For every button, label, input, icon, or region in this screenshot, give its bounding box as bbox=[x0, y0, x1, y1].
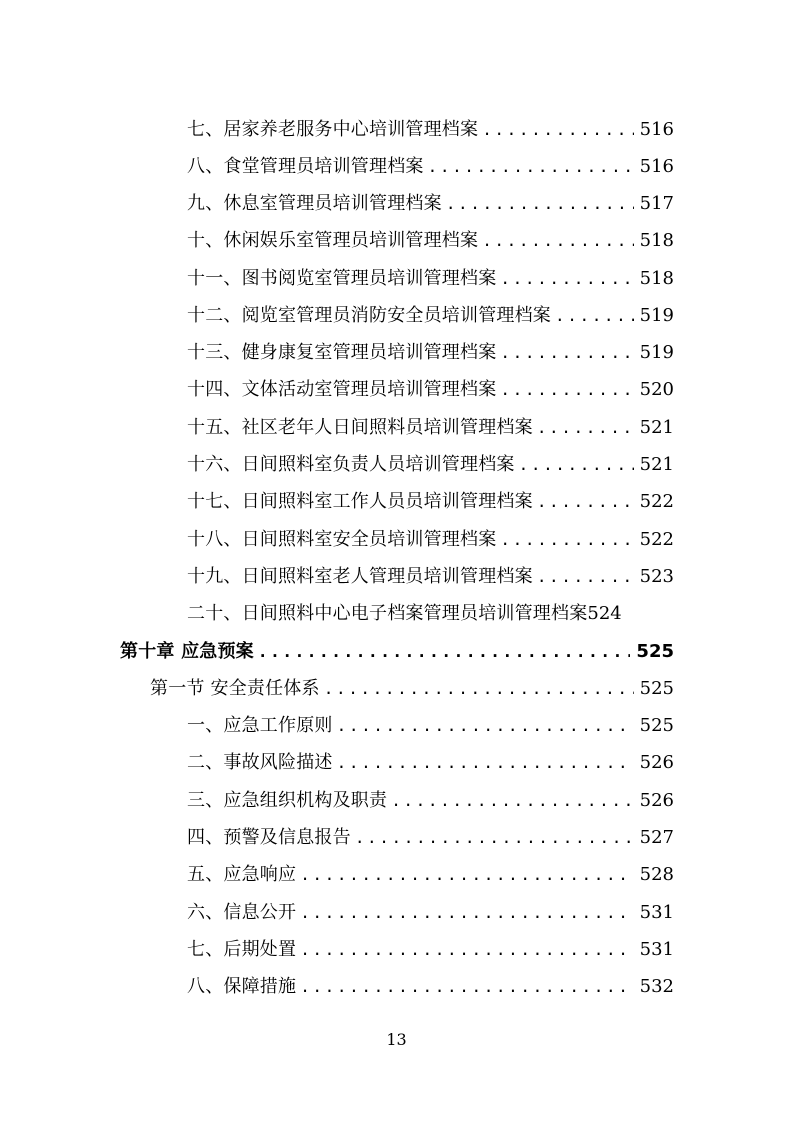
toc-section-page: 525 bbox=[639, 678, 674, 699]
toc-entry[interactable] bbox=[187, 189, 674, 219]
dot-leader bbox=[500, 264, 633, 294]
dot-leader bbox=[446, 189, 634, 219]
toc-entry-title: 八、食堂管理员培训管理档案 bbox=[187, 156, 424, 177]
toc-entry-title: 二十、日间照料中心电子档案管理员培训管理档案 bbox=[187, 603, 588, 624]
toc-entry-title: 八、保障措施 bbox=[187, 976, 297, 997]
toc-entry[interactable] bbox=[187, 264, 674, 294]
toc-entry-title: 六、信息公开 bbox=[187, 902, 297, 923]
toc-entry-page: 526 bbox=[639, 752, 674, 773]
toc-entry-title: 二、事故风险描述 bbox=[187, 752, 333, 773]
toc-entry-page: 519 bbox=[639, 305, 674, 326]
toc-entry-page: 532 bbox=[639, 976, 674, 997]
toc-entry-page: 528 bbox=[639, 864, 674, 885]
toc-entry-page: 523 bbox=[639, 566, 674, 587]
toc-chapter-page: 525 bbox=[636, 641, 674, 662]
dot-leader bbox=[537, 487, 634, 517]
dot-leader bbox=[500, 375, 633, 405]
toc-entry-title: 九、休息室管理员培训管理档案 bbox=[187, 193, 442, 214]
toc-entry-page: 531 bbox=[639, 939, 674, 960]
dot-leader bbox=[324, 674, 634, 704]
toc-entry[interactable] bbox=[187, 450, 674, 480]
toc-entry[interactable] bbox=[187, 115, 674, 145]
toc-entry[interactable] bbox=[187, 860, 674, 890]
toc-entry[interactable] bbox=[187, 152, 674, 182]
toc-entry-title: 十一、图书阅览室管理员培训管理档案 bbox=[187, 268, 497, 289]
toc-entry[interactable] bbox=[187, 972, 674, 1002]
toc-entry-page: 524 bbox=[587, 603, 622, 624]
dot-leader bbox=[537, 562, 634, 592]
page-number: 13 bbox=[386, 1030, 407, 1049]
toc-entry-page: 531 bbox=[639, 902, 674, 923]
toc-entry[interactable] bbox=[187, 823, 674, 853]
toc-entry-page: 526 bbox=[639, 790, 674, 811]
dot-leader bbox=[355, 823, 634, 853]
dot-leader bbox=[428, 152, 634, 182]
dot-leader bbox=[537, 413, 634, 443]
toc-entry-page: 521 bbox=[639, 417, 674, 438]
toc-entry[interactable] bbox=[187, 338, 674, 368]
toc-entry[interactable] bbox=[187, 935, 674, 965]
toc-chapter-entry[interactable] bbox=[120, 637, 674, 667]
toc-entry-page: 527 bbox=[639, 827, 674, 848]
toc-entry-page: 520 bbox=[639, 379, 674, 400]
toc-entry-title: 十六、日间照料室负责人员培训管理档案 bbox=[187, 454, 515, 475]
toc-entry[interactable] bbox=[187, 301, 674, 331]
toc-entry-title: 三、应急组织机构及职责 bbox=[187, 790, 388, 811]
toc-entry-title: 十七、日间照料室工作人员员培训管理档案 bbox=[187, 491, 533, 512]
toc-entry-title: 七、后期处置 bbox=[187, 939, 297, 960]
dot-leader bbox=[258, 637, 631, 667]
toc-entry[interactable] bbox=[187, 525, 674, 555]
toc-entry-title: 十九、日间照料室老人管理员培训管理档案 bbox=[187, 566, 533, 587]
dot-leader bbox=[300, 860, 633, 890]
toc-entry-title: 十二、阅览室管理员消防安全员培训管理档案 bbox=[187, 305, 551, 326]
dot-leader bbox=[500, 525, 633, 555]
dot-leader bbox=[300, 972, 633, 1002]
dot-leader bbox=[482, 226, 633, 256]
toc-entry-page: 522 bbox=[639, 529, 674, 550]
toc-entry-page: 521 bbox=[639, 454, 674, 475]
toc-entry[interactable] bbox=[187, 413, 674, 443]
toc-entry-title: 四、预警及信息报告 bbox=[187, 827, 351, 848]
toc-entry-page: 517 bbox=[639, 193, 674, 214]
toc-entry-title: 一、应急工作原则 bbox=[187, 715, 333, 736]
dot-leader bbox=[337, 711, 634, 741]
toc-entry[interactable] bbox=[187, 748, 674, 778]
dot-leader bbox=[482, 115, 633, 145]
toc-entry-title: 十三、健身康复室管理员培训管理档案 bbox=[187, 342, 497, 363]
dot-leader bbox=[555, 301, 634, 331]
toc-entry-page: 522 bbox=[639, 491, 674, 512]
dot-leader bbox=[337, 748, 634, 778]
toc-entry-page: 518 bbox=[639, 230, 674, 251]
toc-entry-page: 516 bbox=[639, 119, 674, 140]
toc-entry[interactable] bbox=[187, 226, 674, 256]
toc-entry[interactable] bbox=[187, 711, 674, 741]
dot-leader bbox=[391, 786, 633, 816]
toc-entry-page: 519 bbox=[639, 342, 674, 363]
dot-leader bbox=[300, 935, 633, 965]
toc-entry-page: 525 bbox=[639, 715, 674, 736]
toc-entry[interactable] bbox=[187, 898, 674, 928]
toc-entry[interactable] bbox=[187, 786, 674, 816]
toc-chapter-title: 第十章 应急预案 bbox=[120, 641, 254, 662]
toc-entry-page: 516 bbox=[639, 156, 674, 177]
toc-entry[interactable] bbox=[187, 487, 674, 517]
dot-leader bbox=[500, 338, 633, 368]
toc-entry[interactable] bbox=[187, 599, 674, 629]
toc-entry[interactable] bbox=[187, 562, 674, 592]
toc-entry-title: 五、应急响应 bbox=[187, 864, 297, 885]
toc-entry-page: 518 bbox=[639, 268, 674, 289]
toc-entry-title: 十、休闲娱乐室管理员培训管理档案 bbox=[187, 230, 479, 251]
toc-section-entry[interactable] bbox=[150, 674, 674, 704]
toc-entry-title: 七、居家养老服务中心培训管理档案 bbox=[187, 119, 479, 140]
toc-entry-title: 十四、文体活动室管理员培训管理档案 bbox=[187, 379, 497, 400]
toc-entry[interactable] bbox=[187, 375, 674, 405]
dot-leader bbox=[300, 898, 633, 928]
toc-entry-title: 十五、社区老年人日间照料员培训管理档案 bbox=[187, 417, 533, 438]
toc-entry-title: 十八、日间照料室安全员培训管理档案 bbox=[187, 529, 497, 550]
dot-leader bbox=[519, 450, 634, 480]
toc-section-title: 第一节 安全责任体系 bbox=[150, 678, 320, 699]
